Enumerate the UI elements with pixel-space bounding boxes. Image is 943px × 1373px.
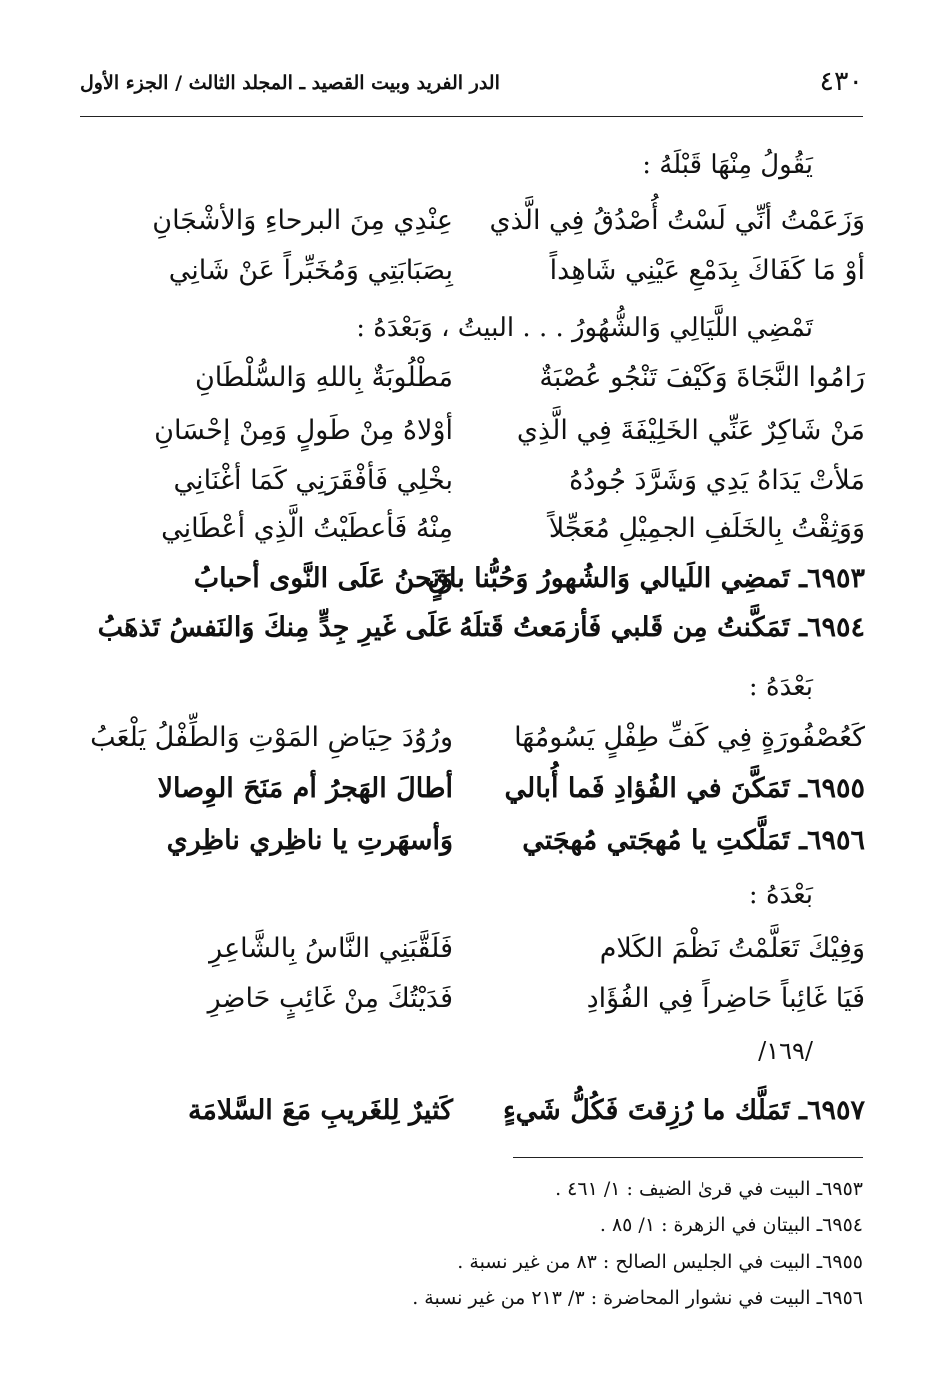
verse-second-hemistich: فَدَيْتُكَ مِنْ غَائِبٍ حَاضِرِ xyxy=(207,983,453,1014)
verse-second-hemistich: فَلَقَّبَنِي النَّاسُ بِالشَّاعِرِ xyxy=(209,933,453,964)
numbered-verse-first-hemistich: ٦٩٥٧ـ تَمَلَّك ما رُزِقتَ فَكُلُّ شَيءٍ xyxy=(502,1095,865,1126)
footnote-divider xyxy=(513,1157,863,1158)
numbered-verse-first-hemistich: ٦٩٥٣ـ تَمضِي اللَيالي وَالشُهورُ وَحُبُّنا باقٍ xyxy=(428,563,865,594)
intro-line: يَقُولُ مِنْهَا قَبْلَهُ : xyxy=(642,150,813,180)
verse-first-hemistich: مَلأتْ يَدَاهُ يَدِي وَشَرَّدَ جُودُهُ xyxy=(569,465,865,496)
verse-second-hemistich: ورُوُدَ حِيَاضِ المَوْتِ وَالطِّفْلُ يَلْعَبُ xyxy=(90,722,453,753)
numbered-verse-second-hemistich: عَلَى غَيرِ جِدٍّ مِنكَ وَالنَفسُ تَذهَبُ xyxy=(97,612,453,643)
intro-line: بَعْدَهُ : xyxy=(748,880,813,910)
running-title: الدر الفريد وبيت القصيد ـ المجلد الثالث / الجزء الأول xyxy=(80,72,500,94)
numbered-verse-second-hemistich: كَثيرٌ لِلغَريبِ مَعَ السَّلامَة xyxy=(187,1095,453,1126)
verse-second-hemistich: بخْلِي فَأفْقَرَنِي كَمَا أغْنَانِي xyxy=(173,465,453,496)
verse-second-hemistich: عِنْدِي مِنَ البرحاءِ وَالأشْجَانِ xyxy=(152,205,453,236)
intro-line: تَمْضِي اللَّيَالِي وَالشُّهُورُ . . . البيتُ ، وَبَعْدَهُ : xyxy=(356,313,813,343)
verse-first-hemistich: مَنْ شَاكِرٌ عَنِّي الخَلِيْفَةَ فِي الَّذِي xyxy=(516,415,865,446)
verse-first-hemistich: فَيَا غَائِباً حَاضِراً فِي الفُؤَادِ xyxy=(586,983,865,1014)
footnote: ٦٩٥٦ـ البيت في نشوار المحاضرة : ٣/ ٢١٣ من غير نسبة . xyxy=(412,1287,863,1309)
numbered-verse-first-hemistich: ٦٩٥٤ـ تَمَكَّنتُ مِن قَلبي فَأزمَعتُ قَتلَهُ xyxy=(459,612,865,643)
numbered-verse-first-hemistich: ٦٩٥٥ـ تَمَكَّنَ في الفُؤادِ فَما أُبالي xyxy=(504,773,865,804)
verse-first-hemistich: أوْ مَا كَفَاكَ بِدَمْعِ عَيْنِي شَاهِداً xyxy=(549,255,865,286)
footnote: ٦٩٥٥ـ البيت في الجليس الصالح : ٨٣ من غير نسبة . xyxy=(457,1251,863,1273)
verse-first-hemistich: وَفِيْكَ تَعَلَّمْتُ نَظْمَ الكَلام xyxy=(599,933,865,964)
numbered-verse-second-hemistich: وَنَحنُ عَلَى النَّوى أحبابُ xyxy=(193,563,453,594)
verse-first-hemistich: وَوَثِقْتُ بِالخَلَفِ الجمِيْلِ مُعَجِّلاً xyxy=(548,513,865,544)
intro-line: بَعْدَهُ : xyxy=(748,672,813,702)
verse-second-hemistich: مِنْهُ فَأعطَيْتُ الَّذِي أعْطَانِي xyxy=(161,513,453,544)
verse-second-hemistich: بِصَبَابَتِي وَمُخَبِّراً عَنْ شَانِي xyxy=(168,255,453,286)
numbered-verse-second-hemistich: وَأسهَرتِ يا ناظِري ناظِري xyxy=(166,825,453,856)
numbered-verse-second-hemistich: أطالَ الهَجرُ أم مَنَحَ الوِصالا xyxy=(157,773,453,804)
footnote: ٦٩٥٤ـ البيتان في الزهرة : ١/ ٨٥ . xyxy=(599,1214,863,1236)
verse-second-hemistich: مَطْلُوبَةٌ بِاللهِ وَالسُّلْطَانِ xyxy=(194,362,453,393)
verse-second-hemistich: أوْلاهُ مِنْ طَولٍ وَمِنْ إحْسَانِ xyxy=(154,415,453,446)
verse-first-hemistich: وَزَعَمْتُ أنِّي لَسْتُ أُصْدُقُ فِي الَّذي xyxy=(489,205,865,236)
footnote: ٦٩٥٣ـ البيت في قرىٰ الضيف : ١/ ٤٦١ . xyxy=(555,1178,863,1200)
page-number: ٤٣٠ xyxy=(819,66,863,97)
verse-first-hemistich: رَامُوا النَّجَاةَ وَكَيْفَ تَنْجُو عُصْبَةٌ xyxy=(539,362,865,393)
page-header xyxy=(80,58,863,117)
numbered-verse-first-hemistich: ٦٩٥٦ـ تَمَلَّكتِ يا مُهجَتي مُهجَتي xyxy=(522,825,865,856)
folio-marker: /١٦٩/ xyxy=(758,1037,813,1065)
verse-first-hemistich: كَعُصْفُورَةٍ فِي كَفِّ طِفْلٍ يَسُومُهَا xyxy=(514,722,865,753)
